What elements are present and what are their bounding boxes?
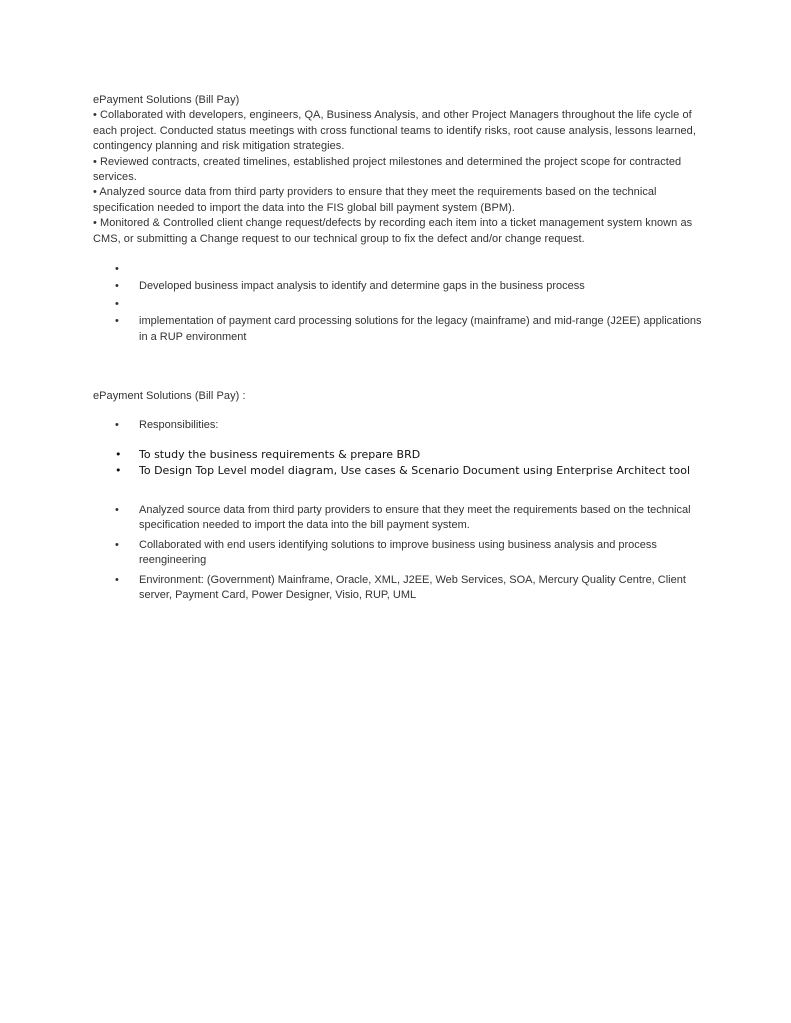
list-item-text: Developed business impact analysis to identify and determine gaps in the business process [139,280,585,293]
big-bullet-list [93,447,703,479]
section-1-bullet-list [93,262,703,345]
list-item [93,279,703,294]
list-item [93,297,703,312]
bullet-icon: • [115,315,119,328]
section-2-bullet-list [93,503,703,603]
responsibilities-label: Responsibilities: [139,419,219,431]
bullet-icon: • [115,504,119,516]
bullet-icon: • [115,573,119,586]
list-item [93,503,703,534]
list-item [93,314,703,345]
list-item [93,538,703,569]
list-item [93,262,703,277]
bullet-icon: • [115,464,122,478]
list-item-text: To study the business requirements & prepare BRD [139,448,421,461]
list-item-text: implementation of payment card processing solutions for the legacy (mainframe) and mid-range (J2EE) applications in a RUP environment [139,315,702,343]
section-1 [93,93,703,247]
list-item [93,573,703,604]
list-item-text: To Design Top Level model diagram, Use cases & Scenario Document using Enterprise Architect tool [139,464,690,478]
section-1-line-3: • Analyzed source data from third party providers to ensure that they meet the requirements based on the technical specification needed to import the data into the FIS global bill payment system (BPM). [93,186,657,214]
list-item-text: Analyzed source data from third party providers to ensure that they meet the requirements based on the technical specification needed to import the data into the bill payment system. [139,504,691,532]
responsibilities-list [93,418,703,433]
bullet-icon: • [115,263,119,275]
bullet-icon: • [115,280,119,293]
list-item-text: Environment: (Government) Mainframe, Oracle, XML, J2EE, Web Services, SOA, Mercury Quality Centre, Client server, Payment Card, Power Designer, Visio, RUP, UML [139,573,686,602]
list-item [93,447,703,462]
bullet-icon: • [115,419,119,431]
list-item [93,463,703,478]
list-item [93,418,703,433]
section-2-title: ePayment Solutions (Bill Pay) : [93,390,246,402]
bullet-icon: • [115,538,119,551]
section-1-title: ePayment Solutions (Bill Pay) [93,94,240,106]
section-1-line-4: • Monitored & Controlled client change request/defects by recording each item into a ticket management system known as CMS, or submitting a Change request to our technical group to fix the defect and/or change request. [93,217,693,245]
section-1-line-2: • Reviewed contracts, created timelines, established project milestones and determined the project scope for contracted services. [93,155,682,184]
section-1-line-1: • Collaborated with developers, engineers, QA, Business Analysis, and other Project Managers throughout the life cycle of each project. Conducted status meetings with cross functional teams to identify risks, root cause analysis, lessons learned, contingency planning and risk mitigation strategies. [93,109,696,153]
list-item-text: Collaborated with end users identifying solutions to improve business using business analysis and process reengineering [139,538,657,567]
bullet-icon: • [115,297,119,310]
section-2 [93,389,703,404]
bullet-icon: • [115,448,122,461]
